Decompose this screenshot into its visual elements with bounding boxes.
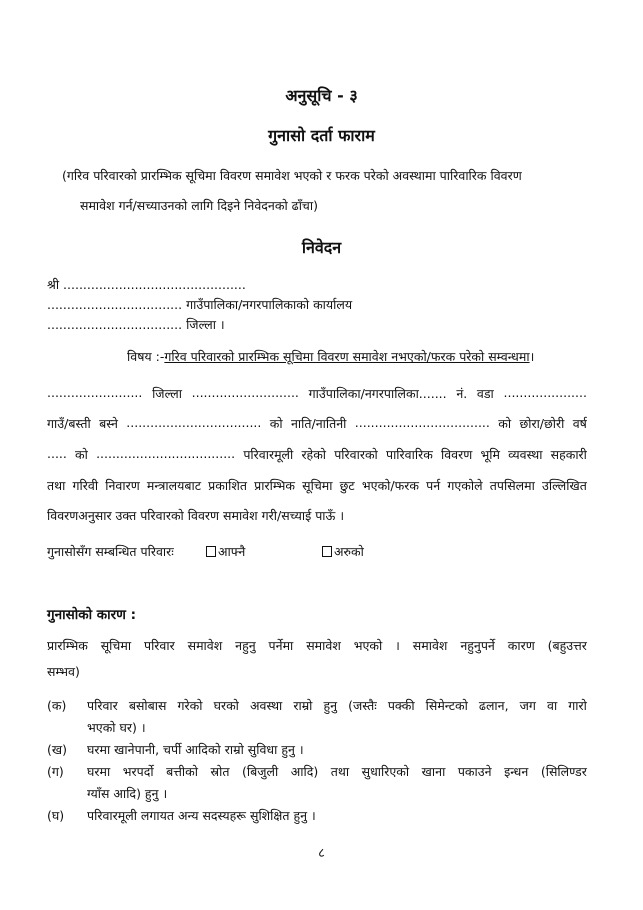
option-others[interactable] xyxy=(322,543,364,560)
word: घरमा xyxy=(87,764,111,779)
word: तथा xyxy=(47,478,66,493)
word: (बिजुली xyxy=(241,764,279,779)
word: (सिलिण्डर xyxy=(540,764,587,779)
reason-line-continued: भएको घर) । xyxy=(87,720,146,735)
intro-line-1 xyxy=(62,167,587,184)
word: पारिवारिक xyxy=(385,447,433,462)
word: परिवार xyxy=(143,638,175,653)
reason-heading: गुनासोको कारण : xyxy=(47,607,137,623)
word: गरेको xyxy=(177,698,203,713)
word: प्रारम्भिक xyxy=(254,478,295,493)
word: ........................ xyxy=(47,385,143,400)
word: .................................. xyxy=(126,415,262,430)
checkbox-others[interactable] xyxy=(322,546,332,557)
subject-label: विषय :- xyxy=(127,349,165,364)
word: को xyxy=(75,447,88,462)
word: नहुनु xyxy=(235,638,256,653)
word: को xyxy=(269,416,283,431)
address-line-1: श्री .............................................. xyxy=(47,277,246,292)
word: समावेश xyxy=(412,638,448,653)
option-own[interactable] xyxy=(206,543,245,560)
word: वा xyxy=(547,698,558,713)
word: कारण xyxy=(507,638,535,653)
reason-intro-line-1 xyxy=(47,637,587,654)
word: समावेश xyxy=(306,638,341,653)
word: गरिवी xyxy=(72,478,99,493)
word: सूचिमा xyxy=(302,478,333,493)
reason-intro-line-2: सम्भव) xyxy=(47,664,80,679)
word: गाउँपालिका/नगरपालिका....... xyxy=(308,386,447,401)
word: (बहुउत्तर xyxy=(547,638,587,653)
intro-line-2: समावेश गर्न/सच्याउनको लागि दिइने निवेदनको ढाँचा) xyxy=(80,198,318,213)
word: ........................... xyxy=(191,385,299,400)
word: व्यवस्था xyxy=(508,447,543,462)
word: जग xyxy=(519,698,536,713)
word: नाति/नातिनी xyxy=(290,416,347,431)
address-line-2: .................................. गाउँपालिका/नगरपालिकाको कार्यालय xyxy=(47,297,353,312)
word: ..... xyxy=(47,446,67,461)
word: अवस्था xyxy=(249,698,283,713)
word: प्रारम्भिक xyxy=(47,638,88,653)
annex-heading: अनुसूचि - ३ xyxy=(285,86,358,105)
word: विवरण xyxy=(440,447,473,462)
subject-end: । xyxy=(529,349,535,364)
body-line-3 xyxy=(47,446,587,463)
word: ढलान, xyxy=(478,698,509,713)
body-line-2 xyxy=(47,415,587,432)
word: तथा xyxy=(330,764,350,779)
word: निवारण xyxy=(105,478,140,493)
form-title: गुनासो दर्ता फाराम xyxy=(268,126,375,145)
word: गारो xyxy=(568,698,587,713)
word: उल्लिखित xyxy=(542,478,587,493)
word: इन्धन xyxy=(504,764,529,779)
word: भएको xyxy=(353,638,383,653)
word: छुट xyxy=(339,478,355,493)
word: गएकोले xyxy=(447,478,483,493)
word: भरपर्दो xyxy=(122,764,154,779)
reason-number: (घ) xyxy=(47,808,65,823)
word: स्रोत xyxy=(210,764,230,779)
related-family-label: गुनासोसँग सम्बन्धित परिवारः xyxy=(47,544,174,559)
word: सहकारी xyxy=(550,447,587,462)
word: घरको xyxy=(213,698,239,713)
reason-line xyxy=(87,763,587,780)
address-line-3: .................................. जिल्ला । xyxy=(47,317,225,332)
word: परिवार xyxy=(87,698,118,713)
option-others-label: अरुको xyxy=(334,544,364,559)
reason-line: घरमा खानेपानी, चर्पी आदिको राम्रो सुविधा हुनु । xyxy=(87,742,304,757)
word: पर्नेमा xyxy=(268,638,294,653)
word: छोरा/छोरी xyxy=(519,416,565,431)
application-title: निवेदन xyxy=(301,238,342,257)
body-line-4 xyxy=(47,477,587,494)
subject-text: गरिव परिवारको प्रारम्भिक सूचिमा विवरण समावेश नभएको/फरक परेको सम्वन्धमा xyxy=(164,349,530,364)
word: ................................... xyxy=(96,446,236,461)
reason-number: (क) xyxy=(47,698,67,713)
word: (जस्तैः xyxy=(348,698,377,713)
word: आदि) xyxy=(290,764,319,779)
reason-number: (ख) xyxy=(47,742,67,757)
word: मन्त्रालयबाट xyxy=(146,478,201,493)
option-own-label: आफ्नै xyxy=(218,544,246,559)
word: बत्तीको xyxy=(166,764,198,779)
word: नं. xyxy=(456,386,468,401)
checkbox-own[interactable] xyxy=(206,546,216,557)
word: खाना xyxy=(421,764,446,779)
word: जिल्ला xyxy=(152,386,182,401)
word: गाउँ/बस्ती xyxy=(47,416,91,431)
word: बसोबास xyxy=(128,698,167,713)
reason-line-continued: ग्याँस आदि) हुनु । xyxy=(87,786,168,801)
reason-line xyxy=(87,697,587,714)
word: पक्की xyxy=(387,698,415,713)
word: पर्न xyxy=(426,478,441,493)
word: सिमेन्टको xyxy=(425,698,468,713)
word: परिवारको xyxy=(334,447,378,462)
page-number: ८ xyxy=(318,846,325,861)
subject-line xyxy=(127,348,534,365)
word: हुनु xyxy=(323,698,338,713)
reason-line: परिवारमूली लगायत अन्य सदस्यहरू सुशिक्षित हुनु । xyxy=(87,808,316,823)
word: नहुनुपर्ने xyxy=(460,638,495,653)
word: भूमि xyxy=(480,447,500,462)
word: वर्ष xyxy=(572,416,587,431)
word: पकाउने xyxy=(457,764,492,779)
body-line-1 xyxy=(47,385,587,402)
word: समावेश xyxy=(187,638,223,653)
word: परिवारमूली xyxy=(243,447,294,462)
word: सूचिमा xyxy=(100,638,132,653)
reason-number: (ग) xyxy=(47,764,64,779)
word: रहेको xyxy=(301,447,327,462)
body-line-5: विवरणअनुसार उक्त परिवारको विवरण समावेश गरी/सच्याई पाऊँ । xyxy=(47,508,345,523)
word: । xyxy=(395,638,400,653)
word: सुधारिएको xyxy=(361,764,410,779)
word: तपसिलमा xyxy=(489,478,535,493)
word: को xyxy=(498,416,512,431)
word: ..................... xyxy=(503,385,587,400)
word: बस्ने xyxy=(99,416,118,431)
word: भएको/फरक xyxy=(361,478,419,493)
word: वडा xyxy=(476,386,494,401)
intro-line-1-text: (गरिव परिवारको प्रारम्भिक सूचिमा विवरण समावेश भएको र फरक परेको अवस्थामा पारिवारिक विवरण xyxy=(62,168,522,183)
word: प्रकाशित xyxy=(208,478,247,493)
word: राम्रो xyxy=(293,698,313,713)
word: .................................. xyxy=(354,415,490,430)
